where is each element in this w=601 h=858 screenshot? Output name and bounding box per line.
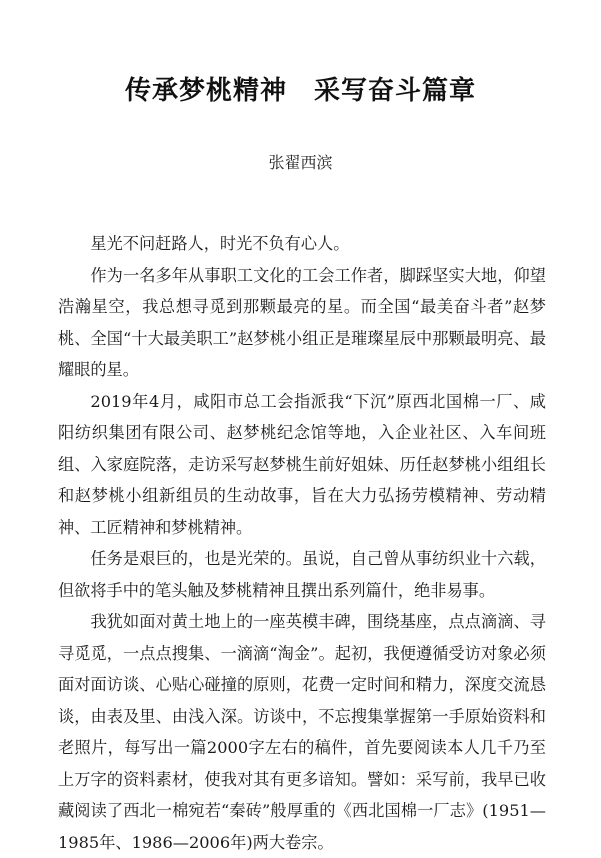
article-author: 张翟西滨	[268, 153, 333, 172]
paragraph: 任务是艰巨的，也是光荣的。虽说，自己曾从事纺织业十六载，但欲将手中的笔头触及梦桃精神且撰出系列篇什，绝非易事。	[58, 549, 546, 600]
article-title: 传承梦桃精神 采写奋斗篇章	[124, 76, 476, 106]
article-body	[58, 228, 546, 858]
paragraph: 作为一名多年从事职工文化的工会工作者，脚踩坚实大地，仰望浩瀚星空，我总想寻觅到那颗最亮的星。而全国“最美奋斗者”赵梦桃、全国“十大最美职工”赵梦桃小组正是璀璨星辰中那颗最明亮、最耀眼的星。	[58, 265, 546, 379]
paragraph: 2019年4月，咸阳市总工会指派我“下沉”原西北国棉一厂、咸阳纺织集团有限公司、赵梦桃纪念馆等地，入企业社区、入车间班组、入家庭院落，走访采写赵梦桃生前好姐妹、历任赵梦桃小组组长和赵梦桃小组新组员的生动故事，旨在大力弘扬劳模精神、劳动精神、工匠精神和梦桃精神。	[58, 391, 546, 537]
paragraph: 星光不问赶路人，时光不负有心人。	[90, 234, 350, 253]
paragraph: 我犹如面对黄土地上的一座英模丰碑，围绕基座，点点滴滴、寻寻觅觅，一点点搜集、一滴滴“淘金”。起初，我便遵循受访对象必须面对面访谈、心贴心碰撞的原则，花费一定时间和精力，深度交流恳谈，由表及里、由浅入深。访谈中，不忘搜集掌握第一手原始资料和老照片，每写出一篇2000字左右的稿件，首先要阅读本人几千乃至上万字的资料素材，使我对其有更多谙知。譬如：采写前，我早已收藏阅读了西北一棉宛若“秦砖”般厚重的《西北国棉一厂志》(1951—1985年、1986—2006年)两大卷宗。	[58, 612, 546, 852]
